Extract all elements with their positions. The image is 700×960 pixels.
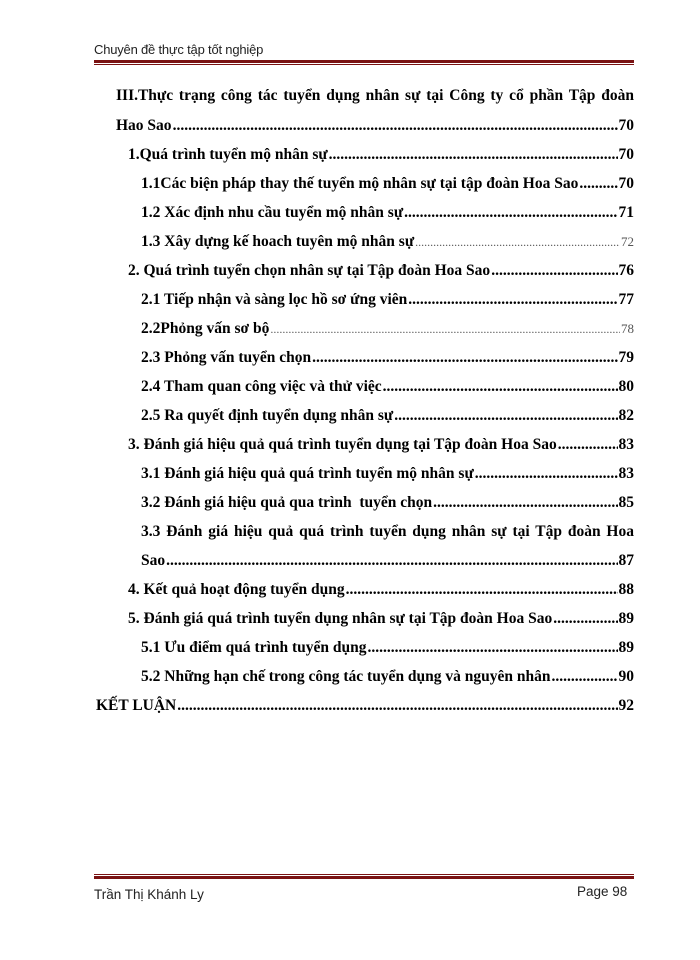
toc-page-number: 88 (618, 581, 634, 598)
toc-entry-label: 1.Quá trình tuyển mộ nhân sự (128, 146, 328, 163)
toc-entry-2-2 (141, 320, 634, 338)
dot-leader (173, 117, 618, 135)
toc-entry-3-1 (141, 465, 634, 483)
dot-leader (166, 552, 617, 570)
toc-entry-label: 1.2 Xác định nhu cầu tuyển mộ nhân sự (141, 204, 404, 221)
footer-page-number: Page 98 (577, 884, 628, 899)
dot-leader (433, 494, 617, 512)
toc-page-number: 83 (618, 465, 634, 482)
toc-entry-2-3 (141, 349, 634, 367)
dot-leader (270, 322, 620, 337)
toc-page-number: 89 (618, 639, 634, 656)
footer-rule (94, 874, 634, 879)
toc-entry-5-2 (141, 668, 634, 686)
toc-entry-5 (128, 610, 634, 628)
dot-leader (404, 204, 617, 222)
toc-entry-4 (128, 581, 634, 599)
toc-page-number: 70 (618, 146, 634, 163)
toc-page-number: 85 (618, 494, 634, 511)
toc-entry-label: 2.3 Phỏng vấn tuyển chọn (141, 349, 312, 366)
toc-page-number: 90 (618, 668, 634, 685)
toc-entry-label: KẾT LUẬN (96, 697, 177, 714)
toc-entry-label: 5.1 Ưu điểm quá trình tuyển dụng (141, 639, 367, 656)
toc-entry-2-4 (141, 378, 634, 396)
toc-entry-3-3-line1: 3.3 Đánh giá hiệu quả quá trình tuyển dụng nhân sự tại Tập đoàn Hoa (141, 523, 634, 540)
toc-page-number: 87 (618, 552, 634, 569)
toc-entry-label: 5.2 Những hạn chế trong công tác tuyển dụng và nguyên nhân (141, 668, 551, 685)
toc-entry-label: 3.1 Đánh giá hiệu quả quá trình tuyển mộ nhân sự (141, 465, 474, 482)
toc-page-number: 72 (621, 234, 634, 249)
dot-leader (329, 146, 618, 164)
dot-leader (579, 175, 617, 193)
toc-entry-label: 2.2Phỏng vấn sơ bộ (141, 320, 270, 337)
toc-page-number: 79 (618, 349, 634, 366)
toc-entry-1-3 (141, 233, 634, 251)
toc-entry-section3 (116, 117, 634, 135)
toc-entry-1-2 (141, 204, 634, 222)
header-rule (94, 60, 634, 65)
toc-entry-1 (128, 146, 634, 164)
running-header: Chuyên đề thực tập tốt nghiệp (94, 42, 264, 57)
dot-leader (346, 581, 618, 599)
toc-page-number: 82 (618, 407, 634, 424)
toc-entry-2-1 (141, 291, 634, 309)
toc-entry-5-1 (141, 639, 634, 657)
toc-entry-conclusion (96, 697, 634, 715)
toc-page-number: 70 (618, 175, 634, 192)
toc-page-number: 80 (618, 378, 634, 395)
toc-entry-3-3 (141, 552, 634, 570)
footer-author: Trần Thị Khánh Ly (94, 887, 204, 902)
toc-entry-label: 1.1Các biện pháp thay thế tuyển mộ nhân sự tại tập đoàn Hoa Sao (141, 175, 579, 192)
toc-page-number: 89 (618, 610, 634, 627)
toc-page-number: 83 (618, 436, 634, 453)
toc-entry-label: 5. Đánh giá quá trình tuyển dụng nhân sự tại Tập đoàn Hoa Sao (128, 610, 553, 627)
dot-leader (552, 668, 618, 686)
toc-entry-3 (128, 436, 634, 454)
toc-page-number: 77 (618, 291, 634, 308)
dot-leader (177, 697, 617, 715)
dot-leader (383, 378, 618, 396)
toc-entry-label: 3.2 Đánh giá hiệu quả qua trình tuyển chọn (141, 494, 433, 511)
toc-page-number: 78 (621, 321, 634, 336)
toc-entry-label: 1.3 Xây dựng kế hoach tuyên mộ nhân sự (141, 233, 415, 250)
toc-page-number: 76 (618, 262, 634, 279)
toc-entry-label: 3. Đánh giá hiệu quả quá trình tuyển dụng tại Tập đoàn Hoa Sao (128, 436, 557, 453)
dot-leader (491, 262, 617, 280)
dot-leader (415, 235, 620, 250)
toc-entry-2-5 (141, 407, 634, 425)
dot-leader (394, 407, 617, 425)
toc-page-number: 71 (618, 204, 634, 221)
toc-entry-label: Sao (141, 552, 166, 569)
toc-entry-label: 2.5 Ra quyết định tuyển dụng nhân sự (141, 407, 394, 424)
toc-entry-label: 2.4 Tham quan công việc và thử việc (141, 378, 382, 395)
dot-leader (553, 610, 617, 628)
toc-entry-label: 2.1 Tiếp nhận và sàng lọc hồ sơ ứng viên (141, 291, 408, 308)
dot-leader (312, 349, 617, 367)
dot-leader (408, 291, 617, 309)
dot-leader (368, 639, 618, 657)
toc-page-number: 70 (618, 117, 634, 134)
toc-page-number: 92 (618, 697, 634, 714)
toc-entry-label: 2. Quá trình tuyển chọn nhân sự tại Tập đoàn Hoa Sao (128, 262, 491, 279)
toc-entry-2 (128, 262, 634, 280)
toc-entry-label: Hao Sao (116, 117, 172, 134)
toc-entry-1-1 (141, 175, 634, 193)
dot-leader (558, 436, 618, 454)
toc-entry-3-2 (141, 494, 634, 512)
toc-section3-line1: III.Thực trạng công tác tuyển dụng nhân sự tại Công ty cổ phần Tập đoàn (116, 87, 634, 104)
dot-leader (475, 465, 618, 483)
toc-entry-label: 4. Kết quả hoạt động tuyển dụng (128, 581, 345, 598)
